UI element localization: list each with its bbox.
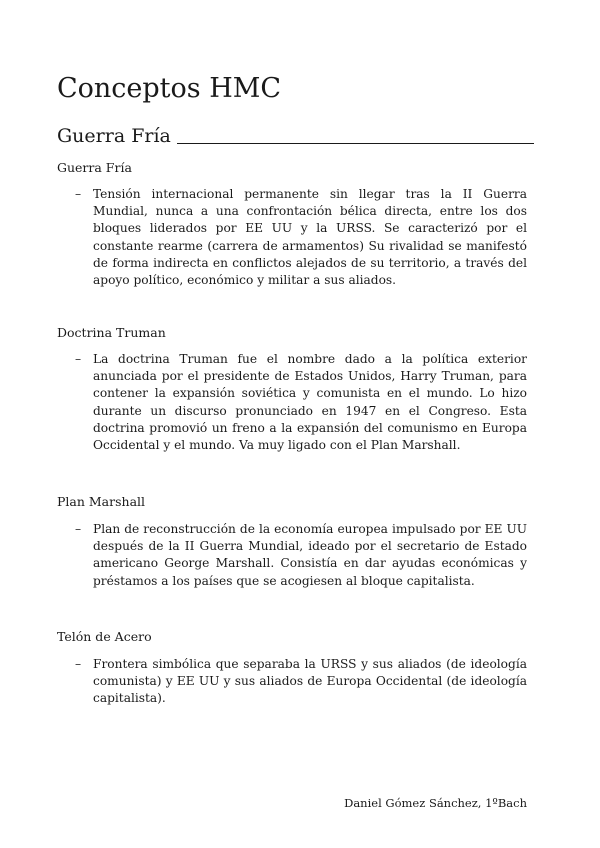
section-heading-guerra-fria: Guerra Fría bbox=[57, 160, 132, 175]
page-subtitle bbox=[57, 123, 534, 149]
bullet-dash: – bbox=[75, 657, 82, 671]
list-item-telon-de-acero bbox=[75, 656, 527, 708]
section-heading-plan-marshall: Plan Marshall bbox=[57, 494, 146, 509]
page-title: Conceptos HMC bbox=[57, 73, 282, 104]
list-item-text: La doctrina Truman fue el nombre dado a la política exterior anunciada por el presidente de Estados Unidos, Harry Truman, para contener la expansión soviética y comunista en el mundo. Lo hizo durante un discurso pronunciado en 1947 en el Congreso. Esta doctrina promovió un freno a la expansión del comunismo en Europa Occidental y el mundo. Va muy ligado con el Plan Marshall. bbox=[93, 352, 527, 453]
bullet-dash: – bbox=[75, 522, 82, 536]
list-item-doctrina-truman bbox=[75, 351, 527, 454]
list-item-guerra-fria bbox=[75, 186, 527, 289]
list-item-text: Frontera simbólica que separaba la URSS y sus aliados (de ideología comunista) y EE UU y sus aliados de Europa Occidental (de ideología capitalista). bbox=[93, 657, 527, 706]
subtitle-text: Guerra Fría bbox=[57, 125, 171, 147]
subtitle-underline-rule bbox=[177, 143, 534, 144]
page-footer-author: Daniel Gómez Sánchez, 1ºBach bbox=[344, 796, 527, 810]
bullet-dash: – bbox=[75, 187, 82, 201]
section-heading-doctrina-truman: Doctrina Truman bbox=[57, 325, 166, 340]
list-item-text: Plan de reconstrucción de la economía europea impulsado por EE UU después de la II Guerra Mundial, ideado por el secretario de Estado americano George Marshall. Consistía en dar ayudas económicas y préstamos a los países que se acogiesen al bloque capitalista. bbox=[93, 522, 527, 588]
list-item-text: Tensión internacional permanente sin llegar tras la II Guerra Mundial, nunca a una confrontación bélica directa, entre los dos bloques liderados por EE UU y la URSS. Se caracterizó por el constante rearme (carrera de armamentos) Su rivalidad se manifestó de forma indirecta en conflictos alejados de su territorio, a través del apoyo político, económico y militar a sus aliados. bbox=[93, 187, 527, 288]
bullet-dash: – bbox=[75, 352, 82, 366]
section-heading-telon-de-acero: Telón de Acero bbox=[57, 629, 152, 644]
list-item-plan-marshall bbox=[75, 521, 527, 590]
